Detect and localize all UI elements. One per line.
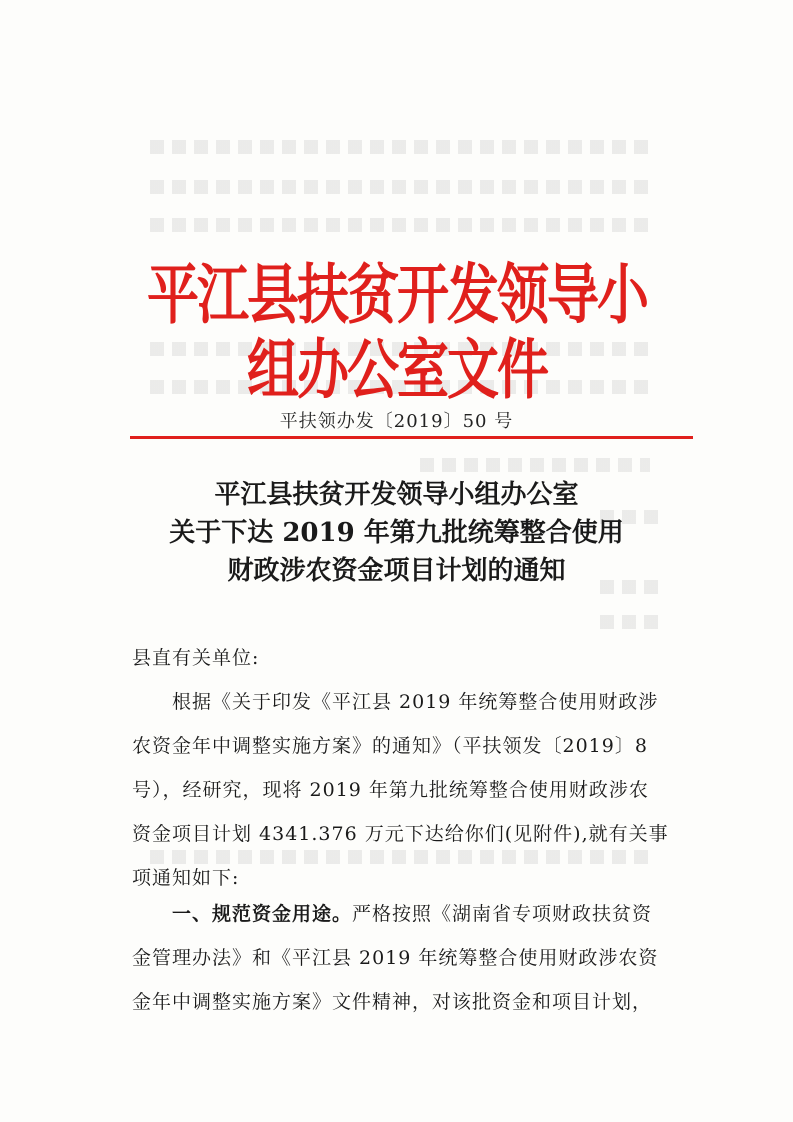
show-through-line [150, 180, 650, 194]
section-heading: 一、规范资金用途。 [172, 903, 353, 925]
document-number: 平扶领办发〔2019〕50 号 [279, 411, 514, 432]
paragraph-line: 资金项目计划 4341.376 万元下达给你们(见附件),就有关事 [132, 823, 669, 845]
notice-title-line: 关于下达 2019 年第九批统筹整合使用 [169, 518, 624, 548]
paragraph-line: 根据《关于印发《平江县 2019 年统筹整合使用财政涉 [172, 691, 659, 713]
notice-title [0, 476, 793, 590]
paragraph-line: 农资金年中调整实施方案》的通知》（平扶领发〔2019〕8 [132, 735, 648, 757]
notice-title-line: 平江县扶贫开发领导小组办公室 [214, 480, 579, 510]
show-through-line [420, 458, 650, 472]
show-through-line [150, 218, 650, 232]
show-through-line [150, 850, 650, 864]
section-text: 严格按照《湖南省专项财政扶贫资 [352, 903, 653, 925]
document-header-title: 平江县扶贫开发领导小组办公室文件 [146, 258, 647, 408]
paragraph-line: 项通知如下: [132, 867, 240, 889]
show-through-line [600, 615, 660, 629]
section-line: 金管理办法》和《平江县 2019 年统筹整合使用财政涉农资 [132, 947, 659, 969]
paragraph-line: 号），经研究，现将 2019 年第九批统筹整合使用财政涉农 [132, 779, 649, 801]
notice-title-line: 财政涉农资金项目计划的通知 [227, 556, 566, 586]
show-through-line [150, 140, 650, 154]
section-line: 金年中调整实施方案》文件精神，对该批资金和项目计划， [132, 991, 653, 1013]
addressee: 县直有关单位: [132, 647, 260, 669]
section-line [172, 899, 652, 926]
red-divider-line [130, 436, 693, 439]
